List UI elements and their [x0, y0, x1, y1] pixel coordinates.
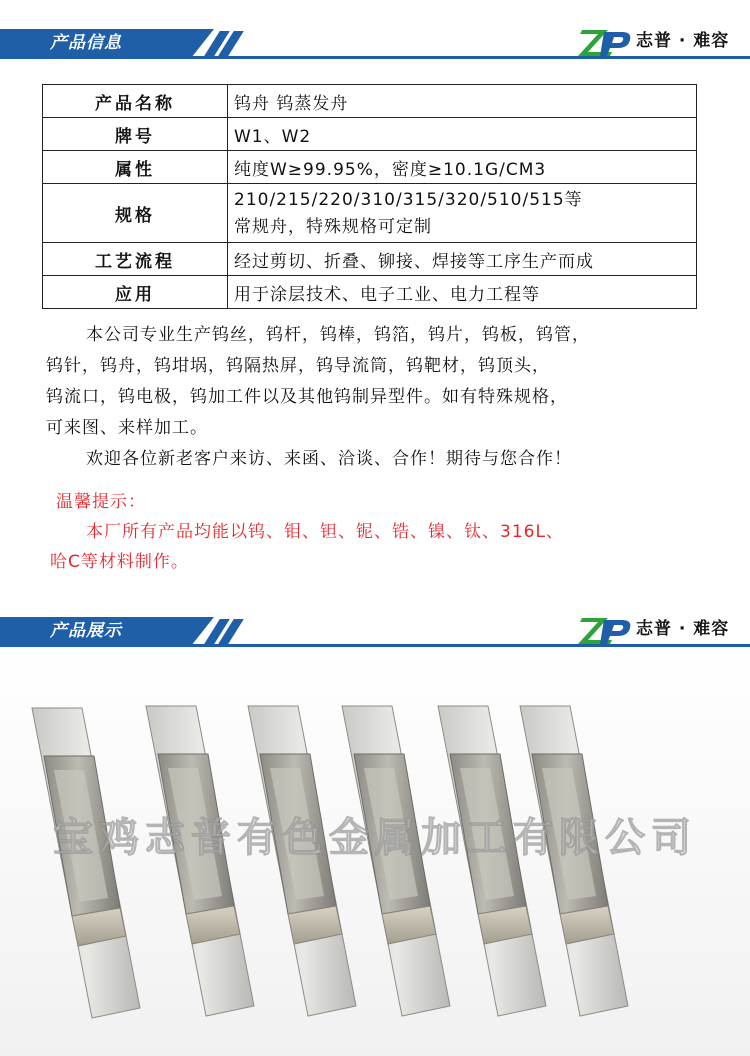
- welcome-line: 欢迎各位新老客户来访、来函、洽谈、合作！期待与您合作！: [86, 449, 572, 469]
- section-header-info: [0, 0, 750, 56]
- row-label: 属性: [43, 151, 228, 184]
- tips-line: 哈C等材料制作。: [50, 552, 189, 572]
- row-value-line: 常规舟，特殊规格可定制: [234, 217, 432, 237]
- table-row: [43, 118, 697, 151]
- zp-logo-icon: [574, 614, 634, 644]
- tips-block: [50, 487, 716, 577]
- row-label: 产品名称: [43, 85, 228, 118]
- table-row: [43, 85, 697, 118]
- row-value: 经过剪切、折叠、铆接、焊接等工序生产而成: [228, 243, 697, 276]
- header-underline: [0, 56, 750, 59]
- spec-table: [42, 84, 697, 309]
- section-title: 产品展示: [50, 621, 122, 641]
- zp-logo-icon: [574, 26, 634, 56]
- row-label: 牌号: [43, 118, 228, 151]
- row-value: 钨舟 钨蒸发舟: [228, 85, 697, 118]
- table-row: [43, 243, 697, 276]
- row-label: 工艺流程: [43, 243, 228, 276]
- company-logo: [574, 614, 750, 644]
- section-header-display: [0, 588, 750, 644]
- header-underline: [0, 644, 750, 647]
- table-row: [43, 151, 697, 184]
- section-title: 产品信息: [50, 33, 122, 53]
- company-watermark: 宝鸡志普有色金属加工有限公司: [53, 814, 697, 861]
- tips-title: 温馨提示：: [56, 492, 146, 512]
- description-line: 可来图、来样加工。: [46, 418, 208, 438]
- row-label: 规格: [43, 184, 228, 243]
- row-label: 应用: [43, 276, 228, 309]
- tips-line: 本厂所有产品均能以钨、钼、钽、铌、锆、镍、钛、316L、: [86, 522, 564, 542]
- table-row: [43, 184, 697, 243]
- row-value: 纯度W≥99.95%，密度≥10.1G/CM3: [228, 151, 697, 184]
- description-line: 钨针，钨舟，钨坩埚，钨隔热屏，钨导流筒，钨靶材，钨顶头，: [46, 356, 550, 376]
- company-description: [46, 320, 706, 475]
- row-value: 用于涂层技术、电子工业、电力工程等: [228, 276, 697, 309]
- table-row: [43, 276, 697, 309]
- company-logo: [574, 26, 750, 56]
- brand-text: 志普 · 难容: [636, 31, 730, 51]
- row-value: [228, 184, 697, 243]
- description-line: 本公司专业生产钨丝，钨杆，钨棒，钨箔，钨片，钨板，钨管，: [86, 325, 590, 345]
- brand-text: 志普 · 难容: [636, 619, 730, 639]
- row-value: W1、W2: [228, 118, 697, 151]
- row-value-line: 210/215/220/310/315/320/510/515等: [234, 190, 583, 210]
- description-line: 钨流口，钨电极，钨加工件以及其他钨制异型件。如有特殊规格，: [46, 387, 568, 407]
